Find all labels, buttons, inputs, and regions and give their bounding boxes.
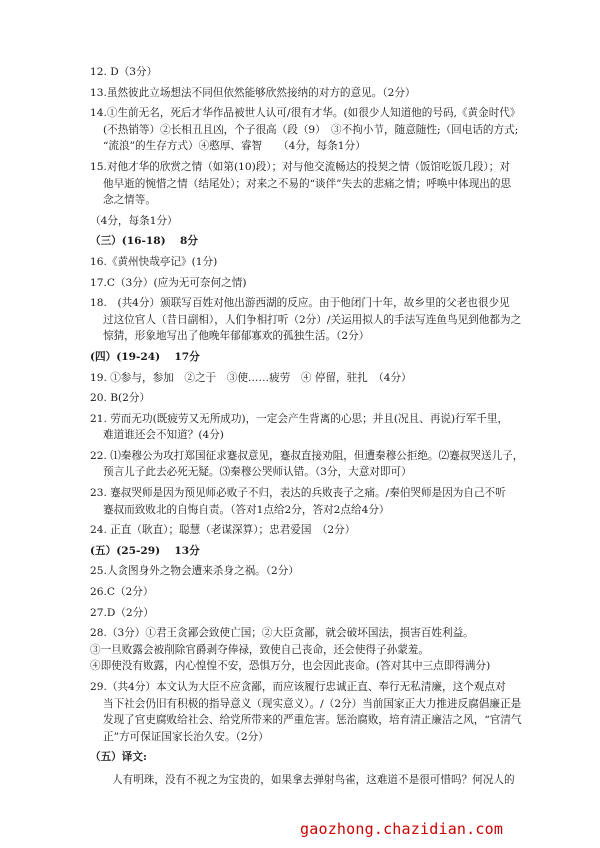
answer-12: 12. D（3分）	[90, 66, 158, 78]
section-3-heading: （三）(16-18) 8分	[90, 235, 198, 248]
answer-15-line-2: 他早逝的惋惜之情（结尾处）；对来之不易的“谈伴”失去的悲痛之情；呼唤中体现出的思	[103, 177, 512, 190]
answer-28-line-1: 28.（3分）①君王贪鄙会致使亡国；②大臣贪鄙，就会破坏国法，损害百姓利益。	[90, 627, 474, 640]
watermark-text: gaozhong.chazidian.com	[300, 820, 504, 838]
section-4-heading: (四）(19-24) 17分	[90, 350, 200, 363]
answer-14-line-3: “流浪”的生存方式）④憨厚、睿智 （4分，每条1分）	[103, 140, 366, 153]
answer-key-document	[90, 64, 522, 789]
answer-22-line-2: 预言儿子此去必死无疑。⑶秦穆公哭师认错。（3分，大意对即可）	[103, 466, 412, 479]
translation-text: 人有明珠，没有不视之为宝贵的，如果拿去弹射鸟雀，这难道不是很可惜吗？何况人的	[112, 773, 515, 786]
answer-18-line-2: 过这位官人（昔日副相），人们争相打听（2分）/关运用拟人的手法写连鱼鸟见到他都为之	[103, 313, 522, 326]
answer-15-line-3: 念之情等。	[103, 194, 156, 207]
answer-16: 16.《黄州快哉亭记》(1分)	[90, 255, 218, 268]
answer-22-line-1: 22. ⑴秦穆公为攻打郑国征求蹇叔意见，蹇叔直接劝阻，但遭秦穆公拒绝。⑵蹇叔哭送儿子，	[90, 449, 524, 462]
answer-26: 26.C（2分）	[90, 586, 154, 599]
translation-heading: （五）译文:	[90, 751, 147, 764]
answer-29-line-1: 29.（共4分）本文认为大臣不应贪鄙，而应该履行忠诚正直、奉行无私清廉，这个观点对	[90, 681, 506, 693]
answer-14-line-1: 14.①生前无名，死后才华作品被世人认可/很有才华。(如很少人知道他的号码,《黄金时代》	[90, 107, 521, 120]
section-5-heading: (五）(25-29) 13分	[90, 544, 200, 557]
answer-19: 19. ①参与，参加 ②之于 ③使……疲劳 ④ 停留，驻扎 （4分）	[90, 371, 412, 384]
answer-23-line-1: 23. 蹇叔哭师是因为预见师必败子不归，表达的兵败丧子之痛。/秦伯哭师是因为自己不听	[90, 487, 506, 500]
answer-29-line-4: 正”方可保证国家长治久安。（2分）	[103, 730, 269, 743]
answer-18-line-1: 18. (共4分）颁联写百姓对他出游西湖的反应。由于他闭门十年，故乡里的父老也很少见	[90, 297, 510, 310]
answer-21-line-1: 21. 劳而无功(既疲劳又无所成功)，一定会产生背离的心思；并且(况且、再说)行军千里，	[90, 412, 509, 425]
answer-13: 13.虽然彼此立场想法不同但依然能够欣然接纳的对方的意见。（2分）	[90, 86, 416, 99]
answer-24: 24. 正直（耿直）；聪慧（老谋深算）；忠君爱国 （2分）	[90, 524, 356, 537]
answer-27: 27.D（2分）	[90, 606, 154, 619]
answer-29-line-2: 当下社会仍旧有积极的指导意义（现实意义）。/（2分）当前国家正大力推进反腐倡廉正是	[103, 697, 522, 710]
answer-29-line-3: 发现了官吏腐败给社会、给党所带来的严重危害。惩治腐败，培育清正廉洁之风，“官清气	[103, 714, 522, 727]
answer-18-line-3: 惊猜，形象地写出了他晚年郁郁寡欢的孤独生活。（2分）	[103, 330, 370, 343]
answer-17: 17.C（3分）(应为无可奈何之情)	[90, 276, 247, 289]
answer-14-line-2: (不热销等）②长相丑且凶，个子很高（段（9） ③不拘小节，随意随性;（回电话的方式;	[103, 123, 519, 136]
answer-15-score: （4分，每条1分）	[90, 214, 178, 227]
answer-28-line-3: ④即使没有败露，内心惶惶不安，恐惧万分，也会因此丧命。(答对其中三点即得满分)	[90, 660, 491, 673]
answer-25: 25.人贪图身外之物会遭来杀身之祸。（2分）	[90, 565, 299, 578]
answer-20: 20. B(2分）	[90, 392, 151, 405]
answer-23-line-2: 蹇叔而致败北的自悔自责。（答对1点给2分，答对2点给4分）	[103, 503, 390, 516]
answer-21-line-2: 难道谁还会不知道？(4分)	[103, 429, 224, 442]
answer-28-line-2: ③一旦败露会被削除官爵剥夺俸禄，致使自己丧命，还会使得子孙蒙羞。	[90, 643, 429, 656]
answer-15-line-1: 15.对他才华的欣赏之情（如第(10)段）；对与他交流畅达的投契之情（饭馆吃饭几段）；对	[90, 160, 510, 173]
